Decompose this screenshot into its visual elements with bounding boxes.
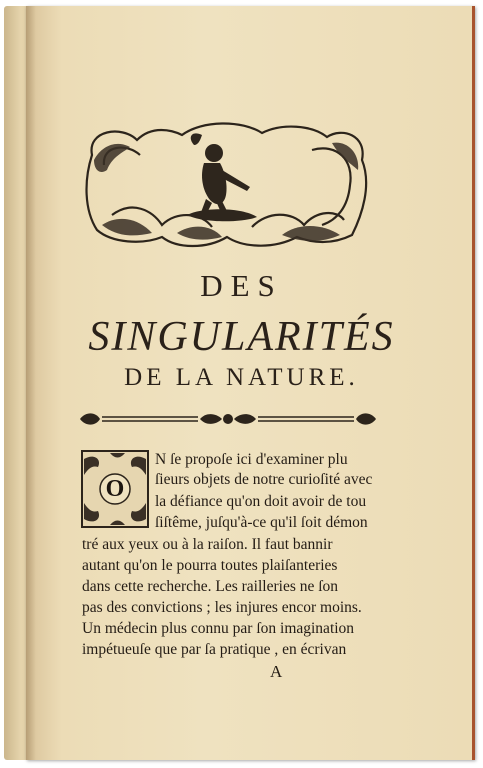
text-line: dans cette recherche. Les railleries ne ſon xyxy=(82,578,339,595)
drop-cap-letter: O xyxy=(105,475,125,502)
decorated-initial xyxy=(80,449,150,529)
title-line-2: SINGULARITÉS xyxy=(88,314,395,360)
text-line: autant qu'on le pourra toutes plaiſanteries xyxy=(82,557,338,574)
text-line: ſieurs objets de notre curioſité avec xyxy=(155,471,373,488)
text-line: pas des convictions ; les injures encor moins. xyxy=(82,599,362,616)
text-line: ſiſtême, juſqu'à-ce qu'il ſoit démon xyxy=(155,514,368,531)
text-line: Un médecin plus connu par ſon imagination xyxy=(82,620,355,637)
headpiece-vignette xyxy=(82,115,370,253)
title-line-1: DES xyxy=(200,268,283,303)
title-line-3: DE LA NATURE. xyxy=(124,364,359,391)
signature-mark: A xyxy=(270,662,283,681)
text-line: la défiance qu'on doit avoir de tou xyxy=(155,493,367,510)
text-line: N ſe propoſe ici d'examiner plu xyxy=(155,451,348,468)
text-line: impétueuſe que par ſa pratique , en écrivan xyxy=(82,641,347,658)
text-line: tré aux yeux ou à la raiſon. Il faut bannir xyxy=(82,536,333,553)
ornamental-rule xyxy=(78,408,378,430)
